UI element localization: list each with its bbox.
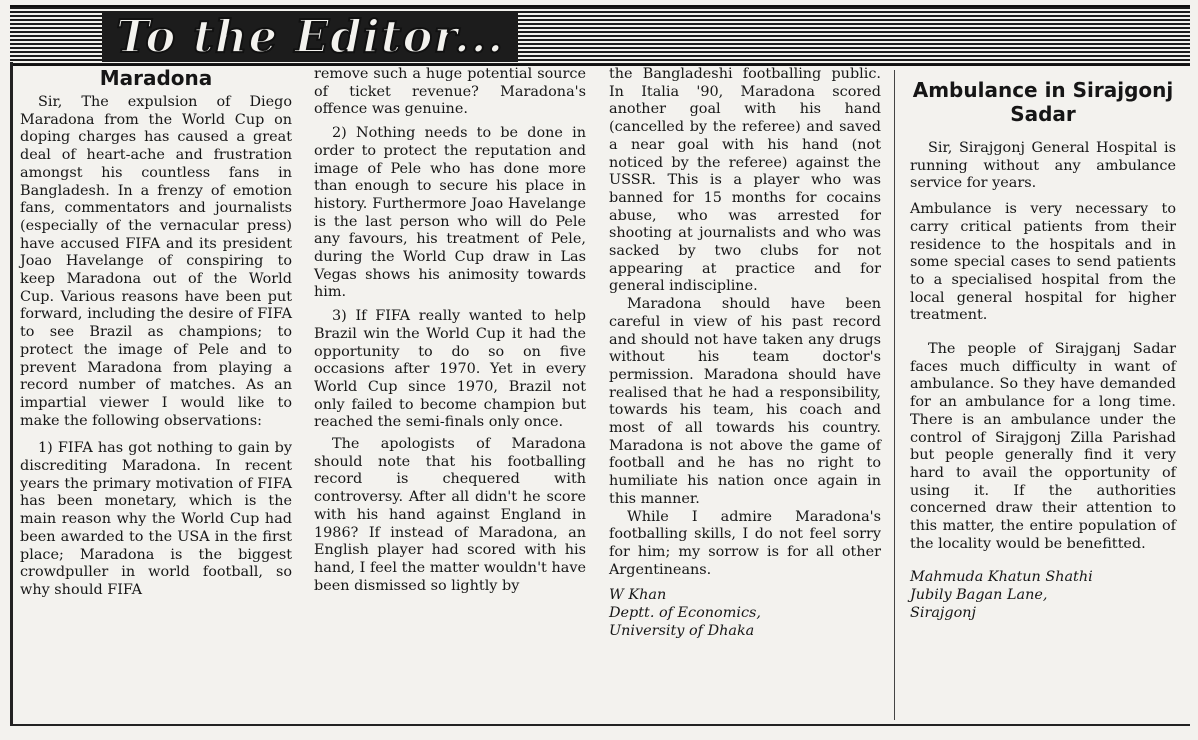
letter1-headline: Maradona — [99, 66, 213, 90]
signature-department: Deptt. of Economics, — [609, 605, 761, 622]
letter1-paragraph: The apologists of Maradona should note that his footballing record is chequered with controversy. After all didn't he score with his hand against England in 1986? If instead of Maradona, an English player had scored with his hand, I feel the matter wouldn't have been dismissed so lightly by — [314, 436, 586, 594]
letter1-column-1 — [20, 66, 292, 600]
letter1-column-2 — [314, 66, 586, 595]
section-title: To the Editor... — [102, 12, 518, 62]
letter1-paragraph: the Bangladeshi footballing public. In Italia '90, Maradona scored another goal with his hand (cancelled by the referee) and saved a near goal with his hand (not noticed by the referee) against the USSR. This is a player who was banned for 15 months for cocains abuse, who was arrested for shooting at journalists and who was sacked by two clubs for not appearing at practice and for general indiscipline. — [609, 66, 881, 295]
letter1-paragraph: 1) FIFA has got nothing to gain by discrediting Maradona. In recent years the primary motivation of FIFA has been monetary, which is the main reason why the World Cup had been awarded to the USA in the first place; Maradona is the biggest crowdpuller in world football, so why should FIFA — [20, 440, 292, 598]
letter1-column-3 — [609, 66, 881, 641]
signature-place: Sirajgonj — [910, 604, 976, 621]
column-divider — [894, 70, 895, 720]
letter1-paragraph: Sir, The expulsion of Diego Maradona from the World Cup on doping charges has caused a great deal of heart-ache and frustration amongst his countless fans in Bangladesh. In a frenzy of emotion fans, commentators and journalists (especially of the vernacular press) have accused FIFA and its president Joao Havelange of conspiring to keep Maradona out of the World Cup. Various reasons have been put forward, including the desire of FIFA to see Brazil as champions; to protect the image of Pele and to prevent Maradona from playing a record number of matches. As an impartial viewer I would like to make the following observations: — [20, 94, 292, 429]
section-banner — [10, 5, 1190, 66]
left-rule — [10, 62, 13, 724]
bottom-rule — [10, 724, 1190, 726]
letter2-paragraph: Ambulance is very necessary to carry critical patients from their residence to the hospitals and in some special cases to send patients to a specialised hospital from the local general hospital for higher treatment. — [910, 201, 1176, 324]
letter2-headline: Ambulance in Sirajgonj Sadar — [912, 78, 1174, 126]
signature-name: Mahmuda Khatun Shathi — [910, 569, 1093, 586]
letter1-paragraph: Maradona should have been careful in view of his past record and should not have taken any drugs without his team doctor's permission. Maradona should have realised that he had a responsibility, towards his team, his coach and most of all towards his country. Maradona is not above the game of football and he has no right to humiliate his nation once again in this manner. — [609, 296, 881, 507]
letter1-paragraph: remove such a huge potential source of ticket revenue? Maradona's offence was genuine. — [314, 66, 586, 118]
signature-address: Jubily Bagan Lane, — [910, 587, 1048, 604]
signature-institution: University of Dhaka — [609, 622, 755, 639]
letter1-paragraph: 3) If FIFA really wanted to help Brazil win the World Cup it had the opportunity to do so on five occasions after 1970. Yet in every World Cup since 1970, Brazil not only failed to become champion but reached the semi-finals only once. — [314, 308, 586, 431]
letter2-column — [910, 78, 1176, 623]
letter1-paragraph: 2) Nothing needs to be done in order to protect the reputation and image of Pele who has done more than enough to secure his place in history. Furthermore Joao Havelange is the last person who will do Pele any favours, his treatment of Pele, during the World Cup draw in Las Vegas shows his animosity towards him. — [314, 125, 586, 301]
letter2-signature — [910, 569, 1176, 622]
signature-name: W Khan — [609, 587, 667, 604]
letter1-paragraph: While I admire Maradona's footballing skills, I do not feel sorry for him; my sorrow is for all other Argentineans. — [609, 508, 881, 578]
letter2-paragraph: The people of Sirajganj Sadar faces much difficulty in want of ambulance. So they have demanded for an ambulance for a long time. There is an ambulance under the control of Sirajgonj Zilla Parishad but people generally find it very hard to avail the opportunity of using it. If the authorities concerned draw their attention to this matter, the entire population of the locality would be benefitted. — [910, 341, 1176, 552]
letter1-signature — [609, 587, 881, 640]
letter2-paragraph: Sir, Sirajgonj General Hospital is running without any ambulance service for years. — [910, 140, 1176, 192]
